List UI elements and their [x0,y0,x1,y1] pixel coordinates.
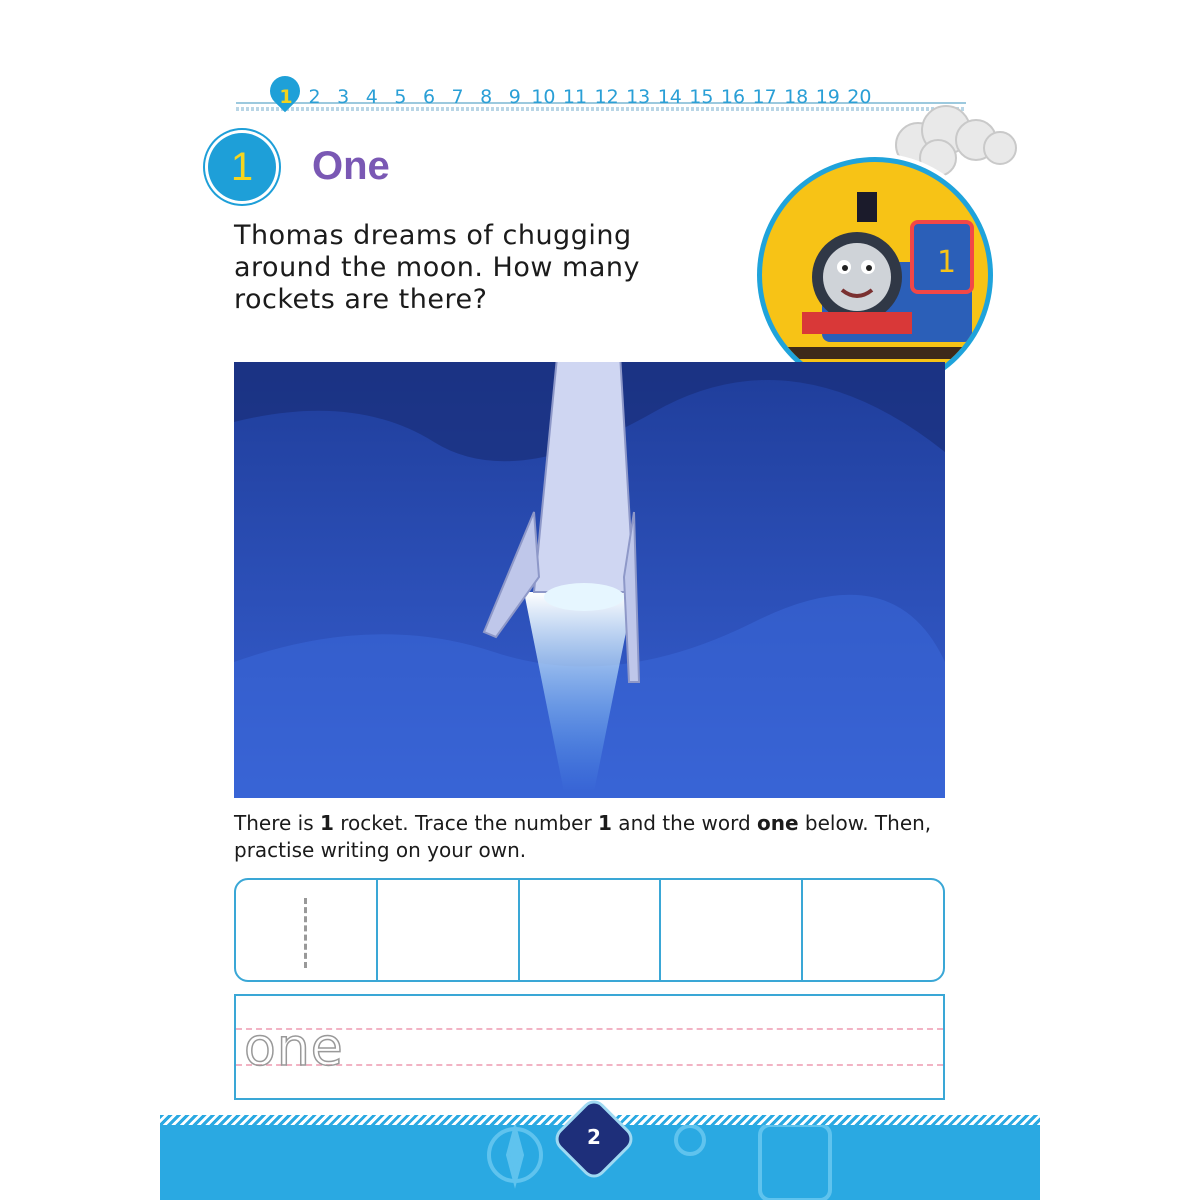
instr-part4: below. Then, practise writing on your own. [234,811,932,862]
number-line-item: 17 [752,86,777,108]
thomas-engine-icon [762,162,988,388]
page-number: 2 [587,1125,601,1149]
question-text: Thomas dreams of chugging around the moon. How many rockets are there? [234,220,640,315]
traceable-numeral [304,898,307,968]
tracing-box[interactable] [520,880,662,980]
badge-numeral: 1 [230,144,254,189]
traceable-word: one [244,1018,344,1078]
number-line-item: 8 [480,86,493,108]
number-line-item: 6 [422,86,436,108]
instr-num1: 1 [319,811,334,835]
number-line-item: 20 [847,86,872,108]
instr-part2: rocket. Trace the number [333,811,599,835]
number-line-item: 4 [365,86,378,108]
instr-num2: 1 [598,811,612,835]
number-line-item: 11 [562,86,588,108]
instr-part3: and the word [611,811,757,835]
word-writing-line[interactable] [234,994,945,1100]
number-line-item: 12 [594,86,619,108]
tracing-box[interactable] [803,880,943,980]
railroad-sign-icon [676,1126,704,1154]
logo-plaque-icon [760,1125,830,1200]
tracing-box[interactable] [661,880,803,980]
number-line-item: 5 [394,86,407,108]
number-line-item: 18 [784,86,809,108]
number-line-item: 3 [337,86,350,108]
number-line-item: 2 [308,86,321,108]
instructions-text [234,810,974,864]
svg-text:1: 1 [937,245,957,280]
rocket-icon [234,362,945,798]
number-badge [208,133,276,201]
number-line-item: 9 [508,86,521,108]
instr-part1: There is [234,811,320,835]
instr-word: one [757,811,799,835]
number-line [236,78,966,118]
number-line-item: 10 [531,86,556,108]
number-line-item: 7 [451,86,464,108]
number-line-item: 13 [626,86,651,108]
number-line-item: 15 [689,86,714,108]
thomas-illustration [762,162,988,388]
number-line-item: 1 [279,86,293,108]
tracing-box[interactable] [378,880,520,980]
number-line-item: 19 [815,86,840,108]
number-line-item: 16 [720,86,746,108]
tracing-box[interactable] [236,880,378,980]
rocket-picture [234,362,945,798]
number-line-item: 14 [657,86,682,108]
page-title: One [312,144,390,188]
numeral-tracing-boxes [234,878,945,982]
